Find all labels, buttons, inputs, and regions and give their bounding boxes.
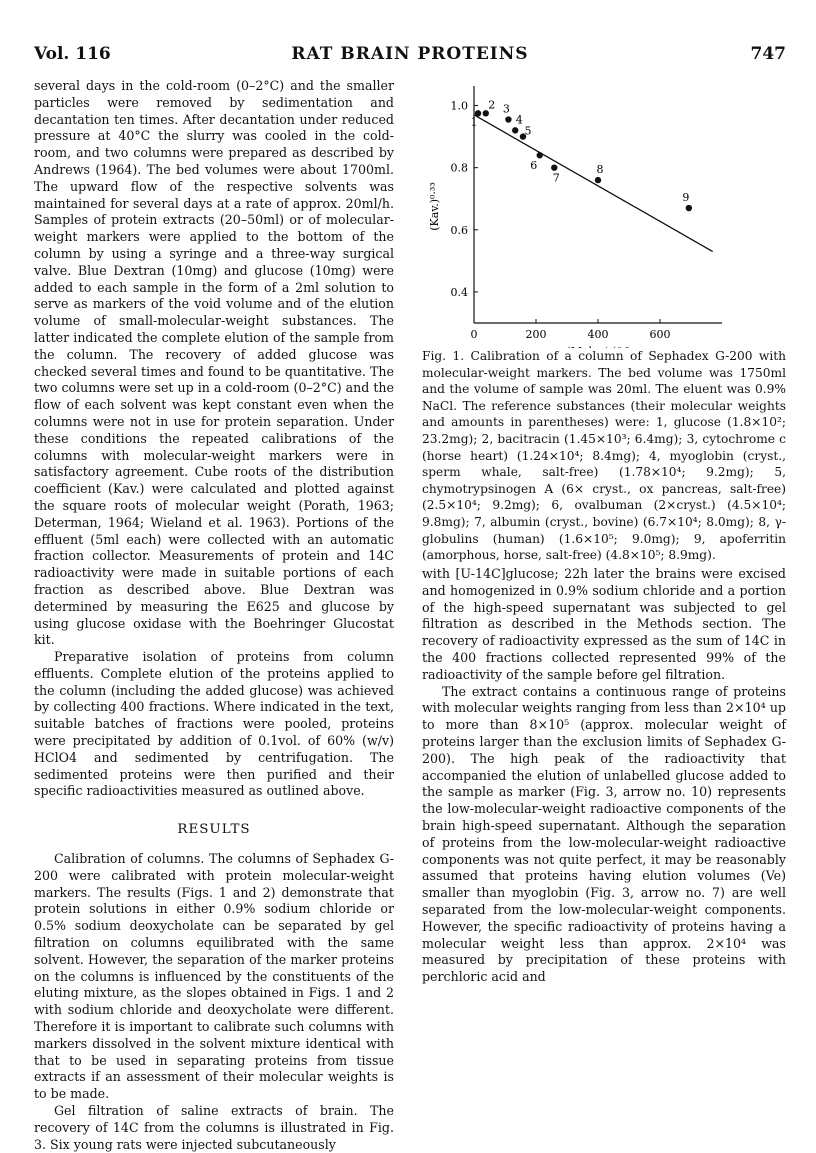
extract-paragraph: The extract contains a continuous range of proteins with molecular weights ranging from less than 2×10⁴ up to more than 8×10⁵ (approx. molecular weight of proteins larger than the exclusion limits of Sephadex G-200). The high peak of the radioactivity that accompanied the elution of unlabelled glucose added to the sample as marker (Fig. 3, arrow no. 10) represents the low-molecular-weight radioactive components of the brain high-speed supernatant. Although the separation of proteins from the low-molecular-weight radioactive components was not quite perfect, it may be reasonably assumed that proteins having elution volumes (Ve) smaller than myoglobin (Fig. 3, arrow no. 7) are well separated from the low-molecular-weight components. However, the specific radioactivity of proteins having a molecular weight less than approx. 2×10⁴ was measured by precipitation of these proteins with perchloric acid and <box>422 683 786 985</box>
fit-line <box>474 115 713 252</box>
methods-paragraph: several days in the cold-room (0–2°C) and the smaller particles were removed by sedimentation and decantation ten times. After decantation under reduced pressure at 40°C the slurry was cooled in the cold-room, and two columns were prepared as described by Andrews (1964). The bed volumes were about 1700ml. The upward flow of the respective solvents was maintained for several days at a rate of approx. 20ml/h. Samples of protein extracts (20–50ml) or of molecular-weight markers were applied to the bottom of the column by using a syringe and a three-way surgical valve. Blue Dextran (10mg) and glucose (10mg) were added to each sample in the form of a 2ml solution to serve as markers of the void volume and of the elution volume of small-molecular-weight substances. The latter indicated the complete elution of the sample from the column. The recovery of added glucose was checked several times and found to be quantitative. The two columns were set up in a cold-room (0–2°C) and the flow of each solvent was kept constant even when the columns were not in use for protein separation. Under these conditions the repeated calibrations of the columns with molecular-weight markers were in satisfactory agreement. Cube roots of the distribution coefficient (Kav.) were calculated and plotted against the square roots of molecular weight (Porath, 1963; Determan, 1964; Wieland et al. 1963). Portions of the effluent (5ml each) were collected with an automatic fraction collector. Measurements of protein and 14C radioactivity were made in suitable portions of each fraction as described above. Blue Dextran was determined by measuring the E625 and glucose by using glucose oxidase with the Boehringer Glucostat kit. <box>34 78 394 648</box>
figure-caption: Fig. 1. Calibration of a column of Sephadex G-200 with molecular-weight markers. The bed volume was 1750ml and the volume of sample was 20ml. The eluent was 0.9% NaCl. The reference substances (their molecular weights and amounts in parentheses) were: 1, glucose (1.8×10²; 23.2mg); 2, bacitracin (1.45×10³; 6.4mg); 3, cytochrome c (horse heart) (1.24×10⁴; 8.4mg); 4, myoglobin (cryst., sperm whale, salt-free) (1.78×10⁴; 9.2mg); 5, chymotrypsinogen A (6× cryst., ox pancreas, salt-free) (2.5×10⁴; 9.2mg); 6, ovalbuman (2×cryst.) (4.5×10⁴; 9.8mg); 7, albumin (cryst., bovine) (6.7×10⁴; 8.0mg); 8, γ-globulins (human) (1.6×10⁵; 9.0mg); 9, apoferritin (amorphous, horse, salt-free) (4.8×10⁵; 8.9mg). <box>422 349 786 563</box>
y-tick-label: 0.4 <box>450 285 468 299</box>
gel-filtration-paragraph: Gel filtration of saline extracts of brain. The recovery of 14C from the columns is illustrated in Fig. 3. Six young rats were injected subcutaneously <box>34 1103 394 1152</box>
y-axis-label: (Kav.)⁰·³³ <box>428 182 441 231</box>
data-label-1: 1 <box>470 115 478 129</box>
right-column <box>422 566 786 986</box>
page-number: 747 <box>750 44 786 64</box>
data-point-9 <box>686 205 692 211</box>
preparative-isolation-paragraph: Preparative isolation of proteins from column effluents. Complete elution of the proteins applied to the column (including the added glucose) was achieved by collecting 400 fractions. Where indicated in the text, suitable batches of fractions were pooled, proteins were precipitated by addition of 0.1vol. of 60% (w/v) HClO4 and sedimented by centrifugation. The sedimented proteins were then purified and their specific radioactivities measured as outlined above. <box>34 649 394 799</box>
y-tick-label: 0.8 <box>450 161 468 175</box>
data-label-3: 3 <box>502 102 510 116</box>
data-label-4: 4 <box>515 113 523 127</box>
data-point-3 <box>505 116 511 122</box>
x-tick-label: 0 <box>470 328 478 341</box>
y-tick-label: 0.6 <box>450 223 468 237</box>
page-header <box>34 44 786 68</box>
data-label-6: 6 <box>530 159 538 173</box>
running-title: RAT BRAIN PROTEINS <box>291 44 529 64</box>
x-tick-label: 200 <box>525 328 547 341</box>
figure-1 <box>422 78 786 348</box>
calibration-paragraph: Calibration of columns. The columns of Sephadex G-200 were calibrated with protein molecular-weight markers. The results (Figs. 1 and 2) demonstrate that protein solutions in either 0.9% sodium chloride or 0.5% sodium deoxycholate can be separated by gel filtration on columns equilibrated with the same solvent. However, the separation of the marker proteins on the columns is influenced by the constituents of the eluting mixture, as the slopes obtained in Figs. 1 and 2 with sodium chloride and deoxycholate were different. Therefore it is important to calibrate such columns with markers dissolved in the solvent mixture identical with that to be used in separating proteins from tissue extracts if an assessment of their molecular weights is to be made. <box>34 851 394 1102</box>
calibration-chart <box>422 78 786 348</box>
data-label-8: 8 <box>596 163 604 177</box>
data-point-4 <box>512 127 518 133</box>
volume-number: Vol. 116 <box>34 44 111 64</box>
data-point-6 <box>537 152 543 158</box>
data-label-9: 9 <box>682 191 690 205</box>
data-label-7: 7 <box>552 171 560 185</box>
x-tick-label: 400 <box>587 328 609 341</box>
injection-paragraph: with [U-14C]glucose; 22h later the brains were excised and homogenized in 0.9% sodium chloride and a portion of the high-speed supernatant was subjected to gel filtration as described in the Methods section. The recovery of radioactivity expressed as the sum of 14C in the 400 fractions collected represented 99% of the radioactivity of the sample before gel filtration. <box>422 566 786 682</box>
data-label-2: 2 <box>488 98 496 112</box>
y-tick-label: 1.0 <box>450 99 468 113</box>
data-label-5: 5 <box>524 124 532 138</box>
data-point-8 <box>595 177 601 183</box>
data-point-7 <box>551 164 557 170</box>
results-heading: RESULTS <box>177 822 251 838</box>
x-tick-label: 600 <box>649 328 671 341</box>
left-column <box>34 78 394 1153</box>
